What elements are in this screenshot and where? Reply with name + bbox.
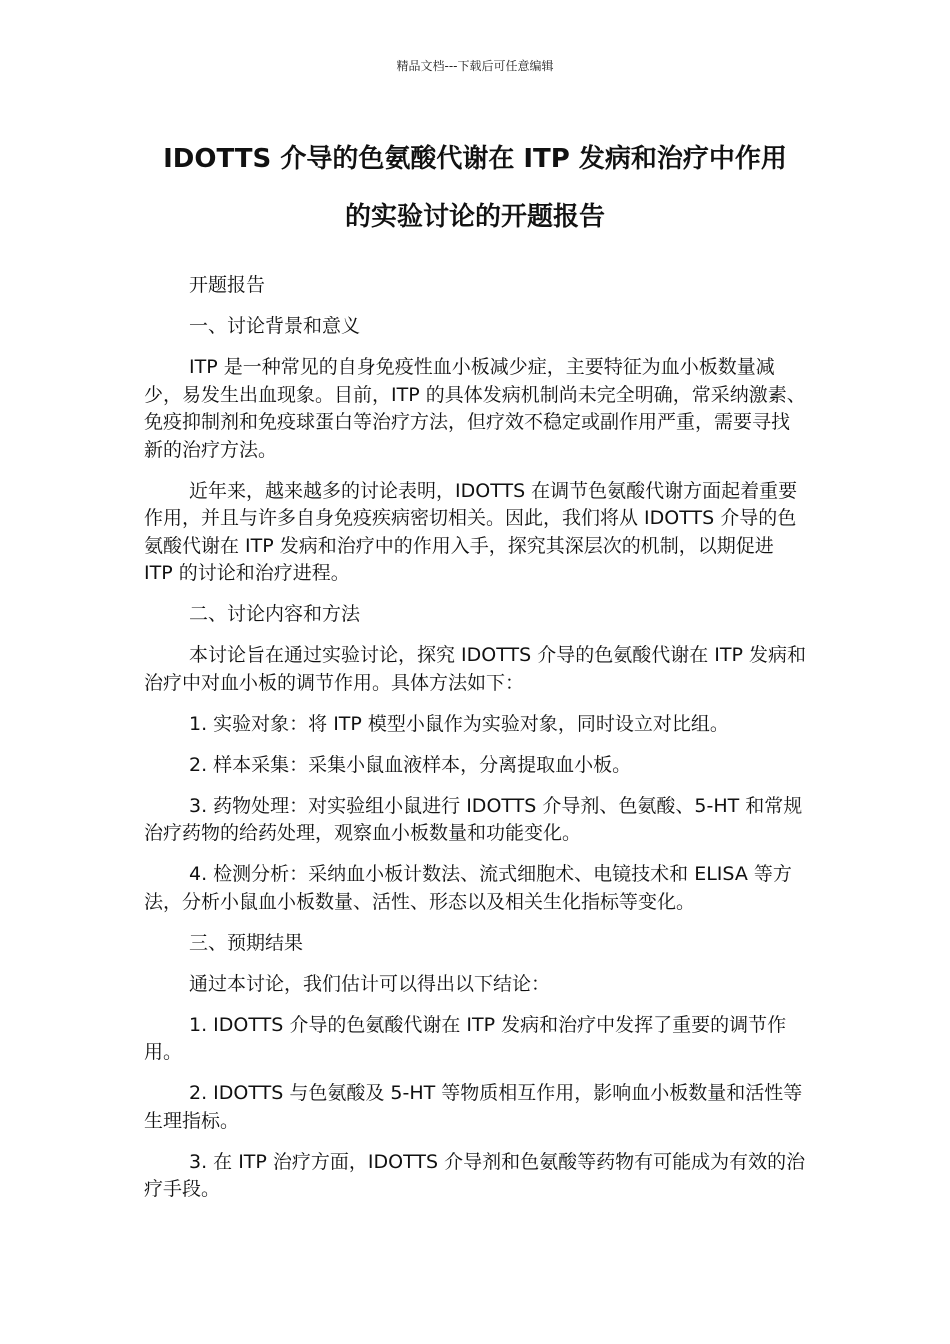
document-title <box>110 130 840 246</box>
method-item-sampling: 2. 样本采集：采集小鼠血液样本，分离提取血小板。 <box>189 753 632 776</box>
title-line-2: 的实验讨论的开题报告 <box>344 202 605 232</box>
header-note: 精品文档---下载后可任意编辑 <box>396 59 554 73</box>
paragraph-methods-intro: 本讨论旨在通过实验讨论，探究 IDOTTS 介导的色氨酸代谢在 ITP 发病和治疗中对血小板的调节作用。具体方法如下： <box>144 644 806 694</box>
result-item-3: 3. 在 ITP 治疗方面，IDOTTS 介导剂和色氨酸等药物有可能成为有效的治疗手段。 <box>144 1150 806 1200</box>
title-line-1: IDOTTS 介导的色氨酸代谢在 ITP 发病和治疗中作用 <box>163 144 787 174</box>
section-heading-methods: 二、讨论内容和方法 <box>189 603 361 625</box>
paragraph-idotts-research: 近年来，越来越多的讨论表明，IDOTTS 在调节色氨酸代谢方面起着重要作用，并且与许多自身免疫疾病密切相关。因此，我们将从 IDOTTS 介导的色氨酸代谢在 ITP 发病和治疗中的作用入手，探究其深层次的机制，以期促进 ITP 的讨论和治疗进程。 <box>144 479 798 584</box>
section-heading-background: 一、讨论背景和意义 <box>189 315 361 337</box>
section-heading-results: 三、预期结果 <box>189 931 304 954</box>
section-label: 开题报告 <box>189 274 266 296</box>
method-item-drug-treatment: 3. 药物处理：对实验组小鼠进行 IDOTTS 介导剂、色氨酸、5-HT 和常规治疗药物的给药处理，观察血小板数量和功能变化。 <box>144 794 803 844</box>
method-item-subjects: 1. 实验对象：将 ITP 模型小鼠作为实验对象，同时设立对比组。 <box>189 712 729 735</box>
method-item-analysis: 4. 检测分析：采纳血小板计数法、流式细胞术、电镜技术和 ELISA 等方法，分析小鼠血小板数量、活性、形态以及相关生化指标等变化。 <box>144 863 792 913</box>
result-item-2: 2. IDOTTS 与色氨酸及 5-HT 等物质相互作用，影响血小板数量和活性等生理指标。 <box>144 1082 803 1132</box>
result-item-1: 1. IDOTTS 介导的色氨酸代谢在 ITP 发病和治疗中发挥了重要的调节作用。 <box>144 1013 787 1063</box>
document-body <box>144 272 808 1217</box>
paragraph-results-intro: 通过本讨论，我们估计可以得出以下结论： <box>189 972 551 995</box>
paragraph-itp-intro: ITP 是一种常见的自身免疫性血小板减少症，主要特征为血小板数量减少，易发生出血现象。目前，ITP 的具体发病机制尚未完全明确，常采纳激素、免疫抑制剂和免疫球蛋白等治疗方法，但疗效不稳定或副作用严重，需要寻找新的治疗方法。 <box>144 356 806 461</box>
